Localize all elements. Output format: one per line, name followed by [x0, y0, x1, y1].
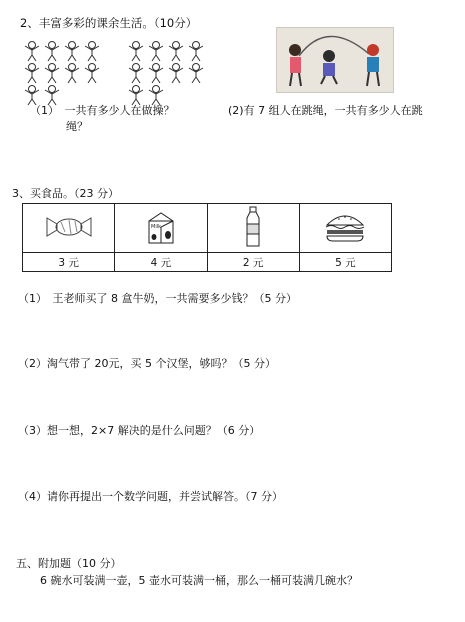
q5-title: 五、附加题（10 分）	[16, 557, 122, 570]
q2-sub1: （1） 一共有多少人在做操？	[30, 104, 175, 117]
food-cell-bottle	[207, 204, 299, 253]
kid-exercising-icon	[82, 62, 102, 84]
jump-rope-picture	[276, 27, 394, 93]
kid-exercising-icon	[42, 40, 62, 62]
q3-sub4: （4）请你再提出一个数学问题，并尝试解答。（7 分）	[18, 490, 283, 503]
hamburger-icon	[323, 211, 367, 243]
kid-exercising-icon	[62, 62, 82, 84]
candy-icon	[41, 212, 97, 242]
kid-exercising-icon	[42, 62, 62, 84]
q3-title: 3、买食品。（23 分）	[12, 187, 119, 200]
kid-exercising-icon	[166, 62, 186, 84]
q3-sub3: （3）想一想，2×7 解决的是什么问题？（6 分）	[18, 424, 261, 437]
kid-exercising-icon	[186, 62, 206, 84]
q3-sub1: （1） 王老师买了 8 盒牛奶，一共需要多少钱？（5 分）	[18, 292, 297, 305]
bottle-icon	[241, 206, 265, 248]
food-cell-milk	[115, 204, 207, 253]
kid-exercising-icon	[146, 62, 166, 84]
milk-carton-icon	[141, 207, 181, 247]
milk-label: Milk	[150, 223, 161, 230]
kid-exercising-icon	[186, 40, 206, 62]
q2-sub2: (2)有 7 组人在跳绳，一共有多少人在跳	[228, 104, 423, 117]
q3-sub2: （2）淘气带了 20元，买 5 个汉堡，够吗？（5 分）	[18, 357, 276, 370]
price-hamburger: 5 元	[299, 253, 391, 272]
kid-exercising-icon	[82, 40, 102, 62]
q2-title: 2、丰富多彩的课余生活。（10分）	[20, 16, 198, 30]
exercise-group-right	[126, 40, 224, 106]
price-bottle: 2 元	[207, 253, 299, 272]
food-price-table	[22, 203, 392, 272]
q2-sub2-continued: 绳？	[66, 120, 88, 133]
kid-exercising-icon	[22, 62, 42, 84]
kid-exercising-icon	[126, 62, 146, 84]
kid-exercising-icon	[126, 40, 146, 62]
food-cell-hamburger	[299, 204, 391, 253]
q5-text: 6 碗水可装满一壶，5 壶水可装满一桶，那么一桶可装满几碗水？	[40, 574, 358, 587]
price-candy: 3 元	[23, 253, 115, 272]
kid-exercising-icon	[62, 40, 82, 62]
price-milk: 4 元	[115, 253, 207, 272]
kid-exercising-icon	[166, 40, 186, 62]
food-cell-candy	[23, 204, 115, 253]
kid-exercising-icon	[22, 40, 42, 62]
jump-rope-kids-icon	[277, 28, 393, 92]
kid-exercising-icon	[146, 40, 166, 62]
exercise-group-left	[22, 40, 120, 106]
